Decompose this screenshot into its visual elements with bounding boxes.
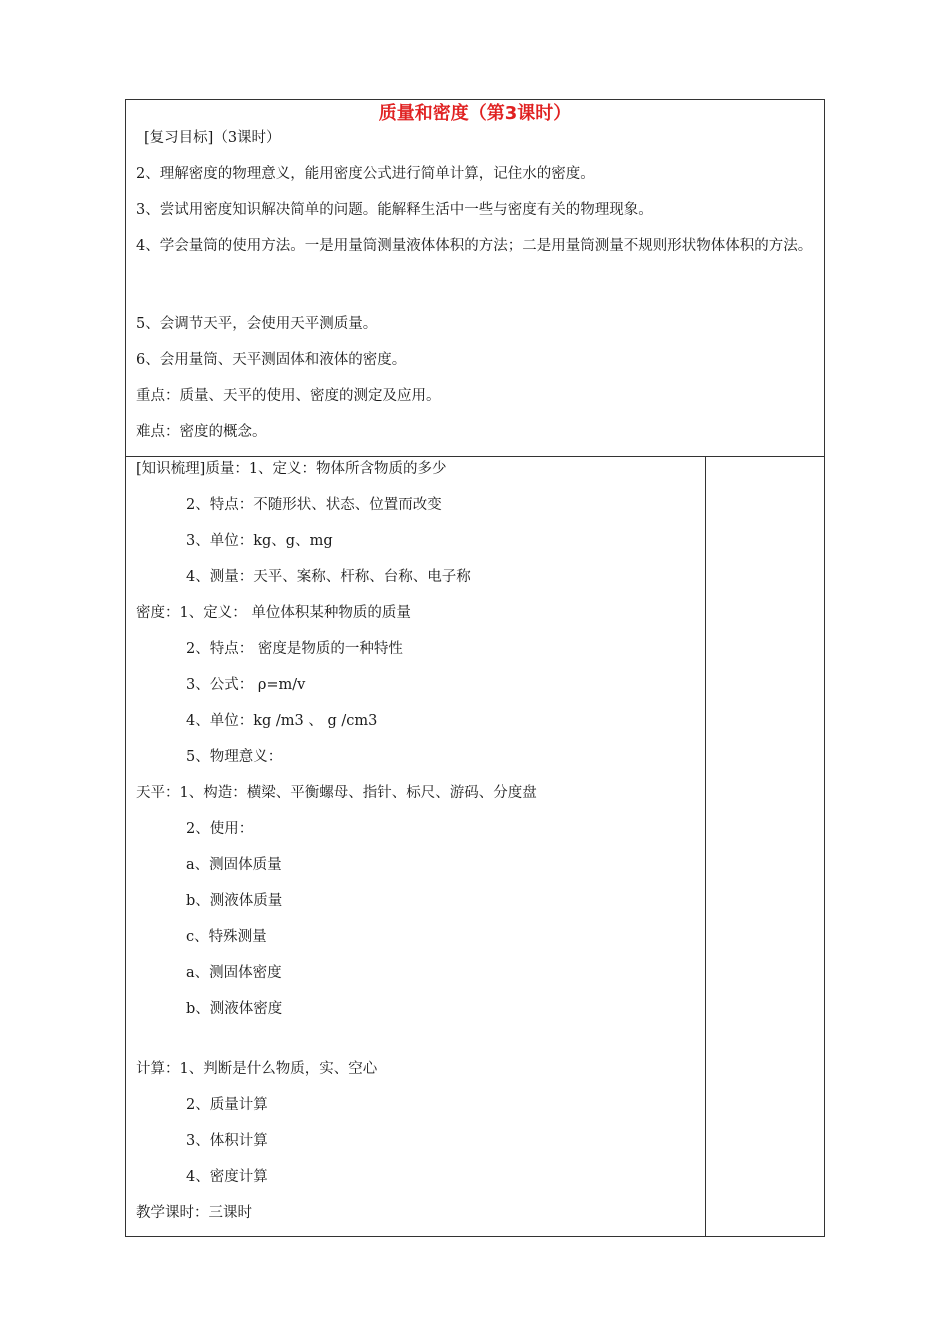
balance-item: 2、使用： [186,821,254,837]
objective-item: 3、尝试用密度知识解决简单的问题。能解释生活中一些与密度有关的物理现象。 [136,202,653,218]
mass-item: 2、特点：不随形状、状态、位置而改变 [186,497,442,513]
knowledge-cell [126,456,706,1236]
calc-item: 2、质量计算 [186,1097,268,1113]
calc-intro: 计算：1、判断是什么物质，实、空心 [136,1061,378,1077]
objective-item: 2、理解密度的物理意义，能用密度公式进行简单计算，记住水的密度。 [136,166,595,182]
objective-item: 6、会用量筒、天平测固体和液体的密度。 [136,352,407,368]
density-item: 3、公式： ρ=m/v [186,677,306,693]
balance-item: c、特殊测量 [186,929,267,945]
mass-intro: [知识梳理]质量：1、定义：物体所含物质的多少 [136,461,447,477]
page-title: 质量和密度（第3课时） [378,103,572,124]
objectives-cell [126,100,824,457]
objectives-header: [复习目标]（3课时） [144,130,281,146]
balance-item: a、测固体密度 [186,965,282,981]
key-point: 重点：质量、天平的使用、密度的测定及应用。 [136,388,441,404]
balance-intro: 天平：1、构造：横梁、平衡螺母、指针、标尺、游码、分度盘 [136,785,537,801]
balance-item: b、测液体密度 [186,1001,283,1017]
lesson-table [125,99,825,1237]
calc-item: 4、密度计算 [186,1169,268,1185]
calc-item: 3、体积计算 [186,1133,268,1149]
density-item: 4、单位：kg /m3 、 g /cm3 [186,713,378,729]
notes-cell [705,456,824,1236]
balance-item: a、测固体质量 [186,857,282,873]
mass-item: 3、单位：kg、g、mg [186,533,333,549]
difficulty: 难点：密度的概念。 [136,424,267,440]
objective-item: 5、会调节天平，会使用天平测质量。 [136,316,378,332]
balance-item: b、测液体质量 [186,893,283,909]
density-item: 2、特点： 密度是物质的一种特性 [186,641,403,657]
objective-item: 4、学会量筒的使用方法。一是用量筒测量液体体积的方法；二是用量筒测量不规则形状物体体积的方法。 [136,238,813,254]
class-hours: 教学课时：三课时 [136,1205,252,1221]
density-item: 5、物理意义： [186,749,283,765]
mass-item: 4、测量：天平、案称、杆称、台称、电子称 [186,569,471,585]
density-intro: 密度：1、定义： 单位体积某种物质的质量 [136,605,411,621]
